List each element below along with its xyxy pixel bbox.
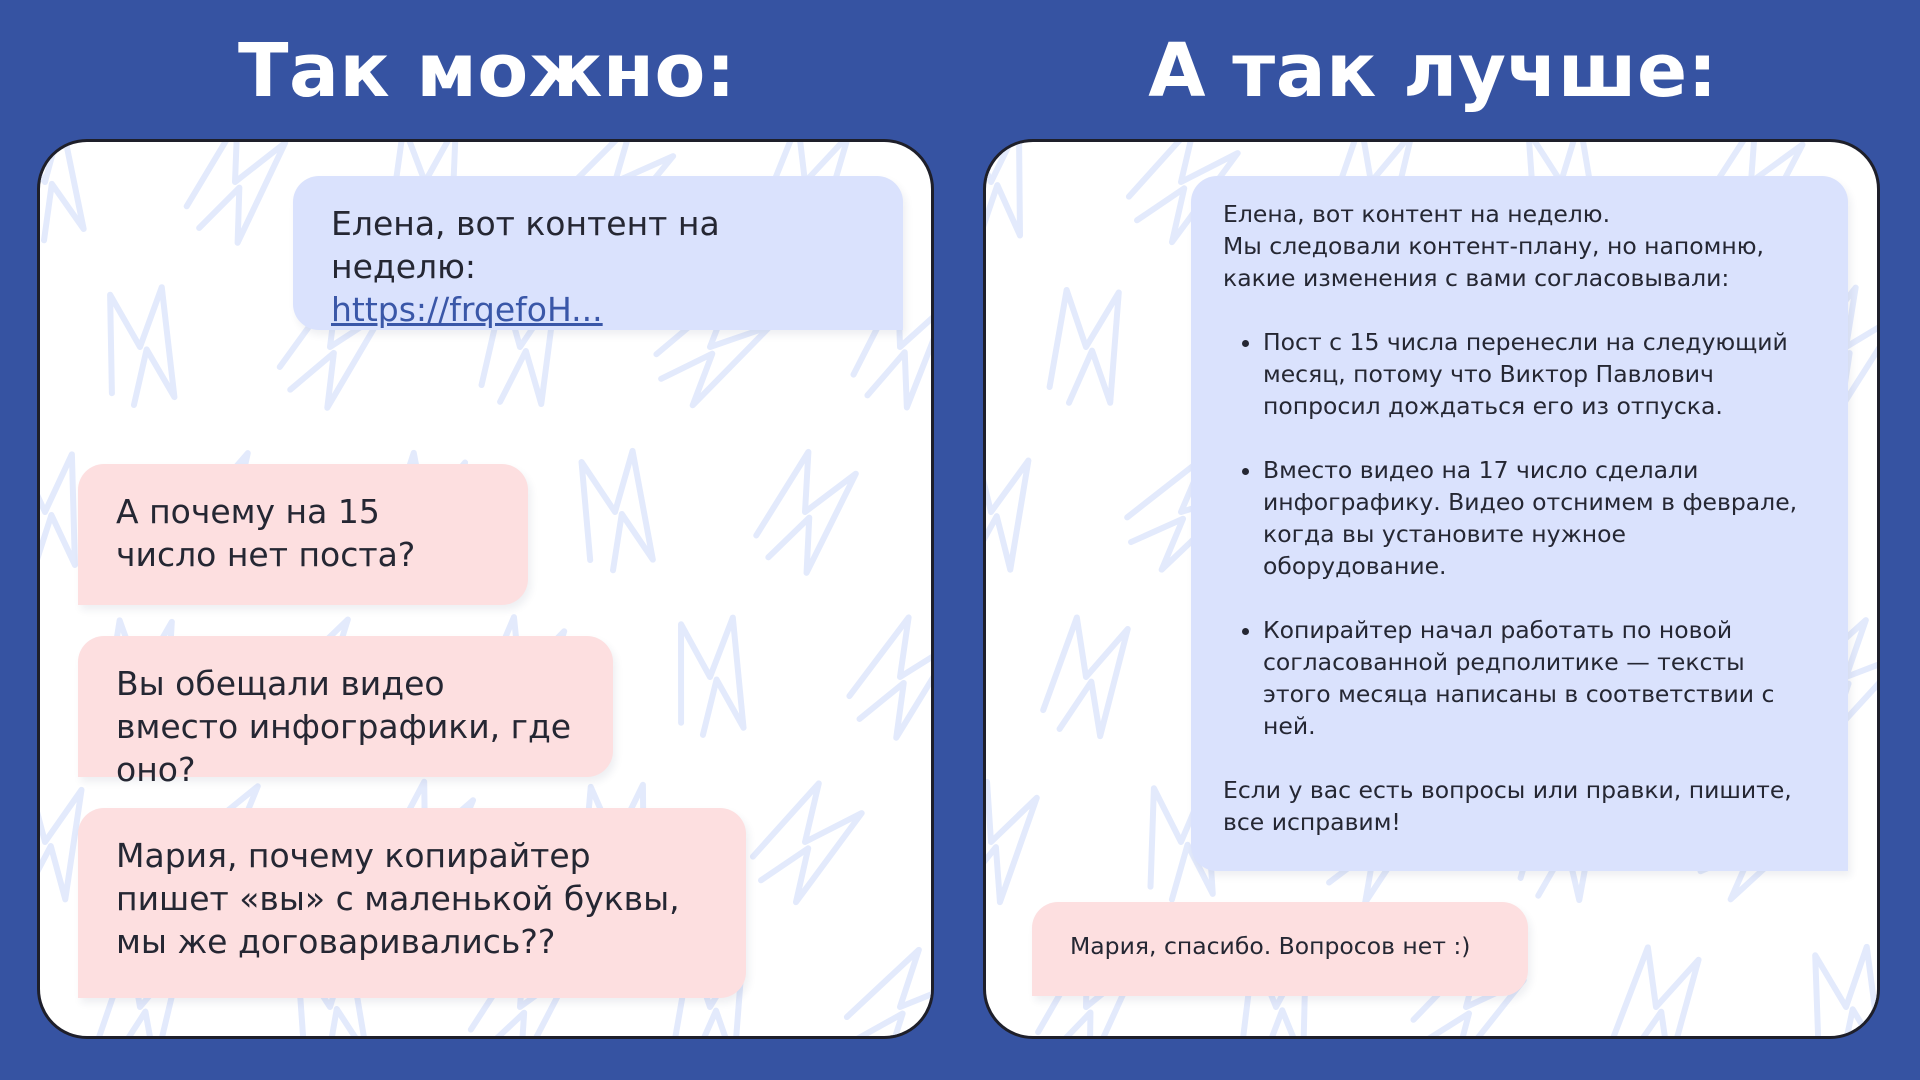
incoming-message-bubble: [78, 808, 746, 998]
lightning-icon: [1779, 933, 1877, 1036]
lightning-icon: [183, 142, 287, 247]
heading-left: Так можно:: [238, 28, 736, 114]
lightning-icon: [644, 604, 775, 750]
lightning-icon: [752, 446, 858, 577]
lightning-icon: [547, 438, 684, 587]
chat-panel-right: [983, 139, 1880, 1039]
lightning-icon: [40, 142, 114, 256]
chat-panel-left: [37, 139, 934, 1039]
message-outro: Если у вас есть вопросы или правки, пишите, все исправим!: [1223, 776, 1792, 836]
lightning-icon: [986, 446, 1045, 579]
lightning-icon: [986, 142, 1053, 253]
incoming-message-bubble: [1032, 902, 1528, 996]
list-item: • Вместо видео на 17 число сделали инфографику. Видео отснимем в феврале, когда вы установите нужное оборудование.: [1263, 454, 1816, 582]
outgoing-message-bubble: [293, 176, 903, 330]
lightning-icon: [74, 274, 206, 421]
list-item: • Копирайтер начал работать по новой согласованной редполитике — тексты этого месяца написаны в соответствии с ней.: [1263, 614, 1816, 742]
incoming-message-bubble: [78, 636, 613, 789]
message-text: Мария, спасибо. Вопросов нет :): [1070, 932, 1471, 960]
message-text: Вы обещали видео вместо инфографики, где оно?: [116, 664, 572, 789]
message-text: Мария, почему копирайтер пишет «вы» с маленькой буквы, мы же договаривались??: [116, 836, 680, 961]
outgoing-message-bubble: [1191, 176, 1848, 871]
lightning-icon: [843, 608, 931, 745]
lightning-icon: [1028, 278, 1144, 416]
message-text: А почему на 15 число нет поста?: [116, 492, 416, 574]
content-link[interactable]: https://frqefoH...: [331, 290, 603, 329]
lightning-icon: [1608, 945, 1704, 1036]
heading-right: А так лучше:: [1148, 28, 1718, 114]
lightning-icon: [1037, 614, 1135, 740]
lightning-icon: [744, 771, 867, 913]
changes-list: [1223, 326, 1816, 742]
list-item: • Пост с 15 числа перенесли на следующий месяц, потому что Виктор Павлович попросил дождаться его из отпуска.: [1263, 326, 1816, 422]
lightning-icon: [986, 781, 1037, 903]
lightning-icon: [835, 934, 931, 1036]
message-text: Елена, вот контент на неделю:: [331, 204, 720, 286]
incoming-message-bubble: [78, 464, 528, 605]
message-intro: Елена, вот контент на неделю. Мы следовали контент-плану, но напомню, какие изменения с вами согласовывали:: [1223, 200, 1765, 292]
